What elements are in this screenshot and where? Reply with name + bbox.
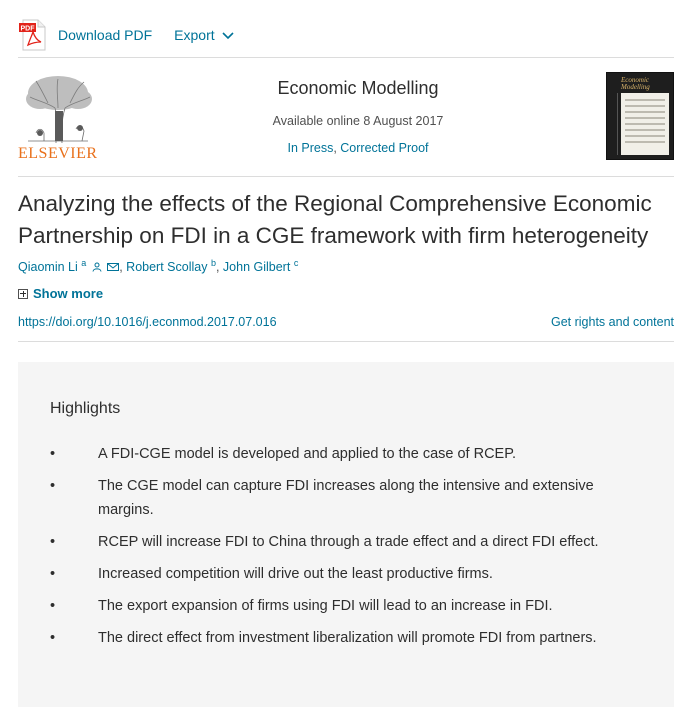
envelope-icon[interactable]	[107, 261, 119, 275]
journal-title[interactable]: Economic Modelling	[277, 78, 439, 98]
bullet-icon: •	[50, 446, 56, 462]
bullet-icon: •	[50, 566, 56, 582]
available-online-date: Available online 8 August 2017	[272, 114, 444, 128]
elsevier-wordmark: ELSEVIER	[18, 145, 98, 162]
author-link[interactable]: Qiaomin Li $^a$	[18, 258, 87, 274]
highlights-list	[50, 442, 610, 658]
highlights-heading: Highlights	[50, 400, 121, 417]
cover-title: Economic Modelling	[621, 76, 650, 91]
elsevier-tree-icon	[18, 73, 98, 145]
toolbar-divider	[18, 57, 674, 58]
person-icon	[92, 261, 102, 275]
corrected-proof-link[interactable]: Corrected Proof	[340, 141, 429, 155]
highlight-item: • A FDI-CGE model is developed and applied to the case of RCEP.	[50, 442, 610, 466]
highlight-item: • The CGE model can capture FDI increases along the intensive and extensive margins.	[50, 474, 610, 522]
status-separator: ,	[333, 141, 341, 155]
bullet-icon: •	[50, 630, 56, 646]
export-label: Export	[174, 27, 215, 43]
chevron-down-icon	[222, 27, 234, 43]
highlight-item: • The export expansion of firms using FDI will lead to an increase in FDI.	[50, 594, 610, 618]
pdf-file-icon	[18, 19, 48, 51]
journal-info	[160, 78, 556, 155]
plus-box-icon	[18, 289, 28, 299]
article-status	[160, 141, 556, 155]
bullet-icon: •	[50, 534, 56, 550]
highlight-item: • The direct effect from investment liberalization will promote FDI from partners.	[50, 626, 610, 650]
svg-text:PDF: PDF	[20, 25, 35, 33]
in-press-link[interactable]: In Press	[287, 141, 334, 155]
bullet-icon: •	[50, 598, 56, 614]
header-divider	[18, 176, 674, 177]
download-pdf-button[interactable]	[18, 19, 152, 51]
bullet-icon: •	[50, 478, 56, 494]
export-dropdown[interactable]	[174, 27, 233, 43]
author-link[interactable]: John Gilbert $^c$	[222, 258, 299, 274]
article-toolbar	[18, 18, 234, 52]
meta-divider	[18, 341, 674, 342]
journal-cover-image[interactable]	[606, 72, 674, 160]
article-title: Analyzing the effects of the Regional Comprehensive Economic Partnership on FDI in a CGE framework with firm heterogeneity	[18, 191, 652, 248]
author-link[interactable]: Robert Scollay $^b$	[126, 258, 216, 274]
show-more-button[interactable]	[18, 286, 103, 301]
show-more-label: Show more	[33, 286, 104, 301]
download-pdf-label: Download PDF	[58, 27, 153, 43]
highlights-section	[18, 362, 674, 707]
doi-link[interactable]: https://doi.org/10.1016/j.econmod.2017.07.016	[18, 315, 277, 329]
highlight-item: • RCEP will increase FDI to China through a trade effect and a direct FDI effect.	[50, 530, 610, 554]
highlight-item: • Increased competition will drive out the least productive firms.	[50, 562, 610, 586]
get-rights-link[interactable]: Get rights and content	[551, 315, 674, 329]
author-list: Qiaomin Li $^a$ , Robert Scollay $^b$, John Gilbert $^c$	[18, 258, 299, 274]
